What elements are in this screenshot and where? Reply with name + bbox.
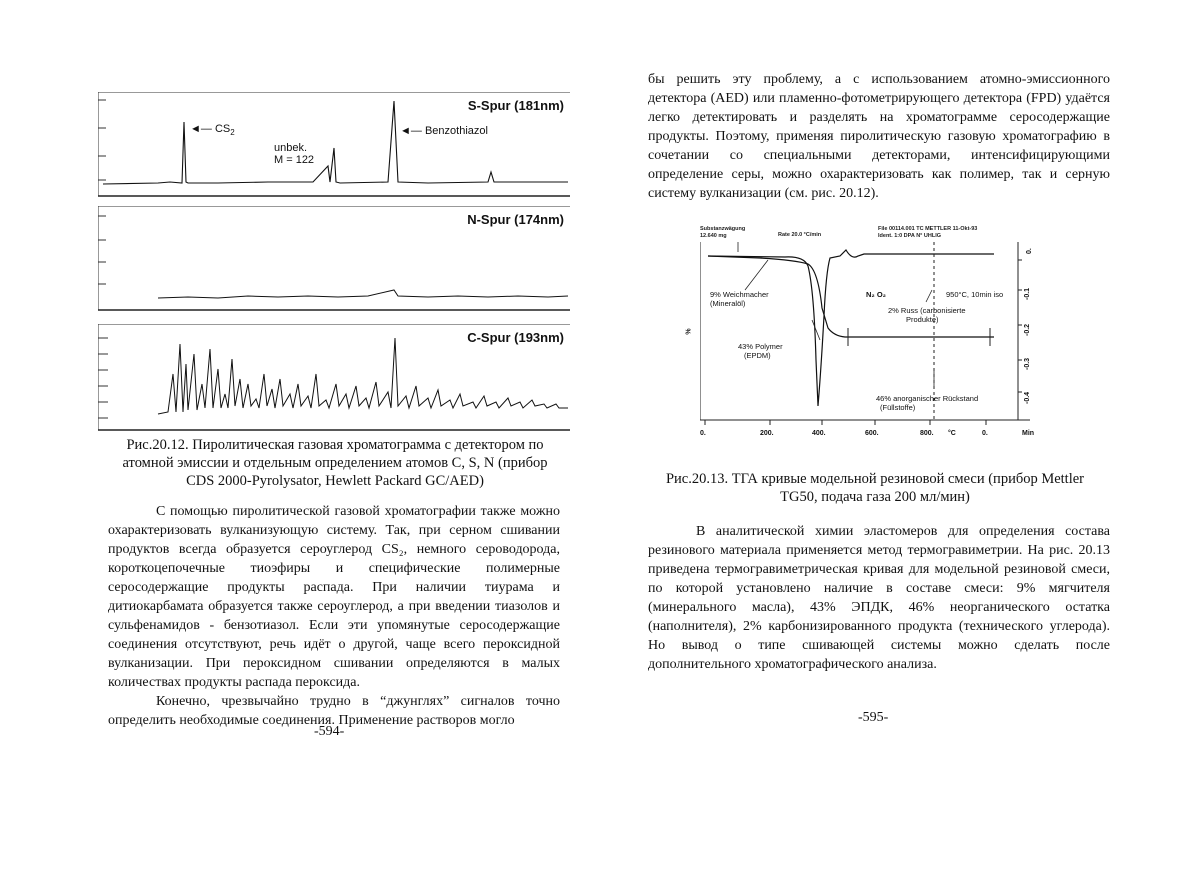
s-trace-title: S-Spur (181nm): [467, 98, 564, 113]
unknown-mass-label: M = 122: [274, 154, 315, 166]
right-page: [600, 0, 1200, 872]
tga-polymer-label: 43% Polymer (EPDM): [738, 342, 783, 360]
paragraph: Конечно, чрезвычайно трудно в “джунглях” сигналов точно определить необходимые соединения. Применение растворов могло: [108, 694, 560, 728]
caption-line: Рис.20.13. ТГА кривые модельной резиновой смеси (прибор Mettler: [665, 471, 1085, 487]
c-trace-panel: [98, 324, 570, 432]
benzothiazol-label: ◄— Benzothiazol: [400, 125, 488, 137]
s-trace-panel: [98, 92, 570, 198]
tga-header-left: Substanzwägung 12.640 mg: [700, 226, 746, 239]
tga-x-tick: 200.: [760, 430, 774, 437]
paragraph: В аналитической химии эластомеров для определения состава резинового материала применяется метод термогравиметрии. На рис. 20.13 приведена термогравиметрическая кривая для модельной резиновой смеси, по которой установлено наличие в составе смеси: 9% мягчителя (минерального масла), 43% ЭПДК, 46% неорганического остатка (наполнителя), 2% карбонизированного продукта (технического углерода). Но вывод о типе сшивающей системы можно сделать после дополнительного хроматографического анализа.: [648, 524, 1110, 672]
tga-figure: [685, 220, 1140, 450]
tga-x-tick: 400.: [812, 430, 826, 437]
tga-right-tick: 0.: [1026, 248, 1033, 254]
figure-20-12-caption: [100, 436, 570, 490]
tga-weichmacher-label: 9% Weichmacher (Mineralöl): [710, 290, 769, 308]
left-body-text: [108, 502, 560, 730]
tga-x-tick: 800.: [920, 430, 934, 437]
n-trace-title: N-Spur (174nm): [467, 212, 564, 227]
tga-residue-label: 46% anorganischer Rückstand (Füllstoffe): [876, 394, 979, 412]
tga-x-tick: °C: [948, 430, 956, 437]
tga-y-axis-label: %: [685, 328, 693, 335]
tga-x-tick: 600.: [865, 430, 879, 437]
tga-right-tick: -0.2: [1024, 323, 1031, 336]
tga-right-tick: -0.4: [1024, 391, 1031, 404]
page-number: -595-: [858, 710, 889, 725]
tga-header-rate: Rate 20.0 °C/min: [778, 232, 822, 238]
tga-atmosphere-label: N₂ O₂: [866, 290, 886, 299]
paragraph: бы решить эту проблему, а с использованием атомно-эмиссионного детектора (AED) или пламенно-фотометрирующего детектора (FPD) удаётся легко детектировать и разделять на хроматограмме серосодержащие продукты. Поэтому, применяя пиролитическую газовую хроматографию в сочетании со специальными детекторами, интенсифицирующими определение серы, можно охарактеризовать как полимер, так и серную систему вулканизации (см. рис. 20.12).: [648, 72, 1110, 201]
paragraph: С помощью пиролитической газовой хроматографии также можно охарактеризовать вулканизующую систему. Так, при серном сшивании продуктов всегда образуется сероуглерод CS₂, немного сероводорода, короткоцепочечные тиоэфиры и специфические полимерные серосодержащие продукты распада. При наличии тиурама и дитиокарбамата образуется также сероуглерод, а при введении тиазолов и сульфенамидов - бензотиазол. Если эти упомянутые серосодержащие соединения отсутствуют, речь идёт о другой, чаще всего пероксидной вулканизации. При пероксидном сшивании определяются в малых количествах продукты распада пероксида.: [108, 504, 560, 690]
cs2-label: ◄— $CS_2$: [190, 123, 235, 138]
tga-russ-label: 2% Russ (carbonisierte Produkte): [888, 306, 966, 324]
tga-x-tick: 0.: [982, 430, 988, 437]
tga-right-tick: -0.1: [1024, 287, 1031, 300]
right-intro-text: [648, 70, 1110, 203]
tga-x-tick: Min: [1022, 430, 1035, 437]
caption-line: CDS 2000-Pyrolysator, Hewlett Packard GC/AED): [186, 473, 484, 489]
c-trace-title: C-Spur (193nm): [467, 330, 564, 345]
right-body-text: [648, 522, 1110, 674]
tga-header-right: File 00114.001 TC METTLER 11-Okt-93 Ident. 1:0 DPA N° UHLIG: [878, 226, 978, 239]
tga-right-tick: -0.3: [1024, 357, 1031, 370]
caption-line: Рис.20.12. Пиролитическая газовая хроматограмма с детектором по: [126, 437, 544, 453]
tga-plot: [700, 220, 1140, 450]
caption-line: TG50, подача газа 200 мл/мин): [780, 489, 970, 505]
n-trace-panel: [98, 206, 570, 312]
tga-temperature-label: 950°C, 10min iso: [946, 290, 1004, 299]
figure-20-13-caption: [640, 470, 1110, 506]
caption-line: атомной эмиссии и отдельным определением атомов C, S, N (прибор: [122, 455, 548, 471]
unknown-label: unbek.: [274, 142, 308, 154]
page-number: -594-: [314, 724, 345, 739]
tga-x-tick: 0.: [700, 430, 706, 437]
